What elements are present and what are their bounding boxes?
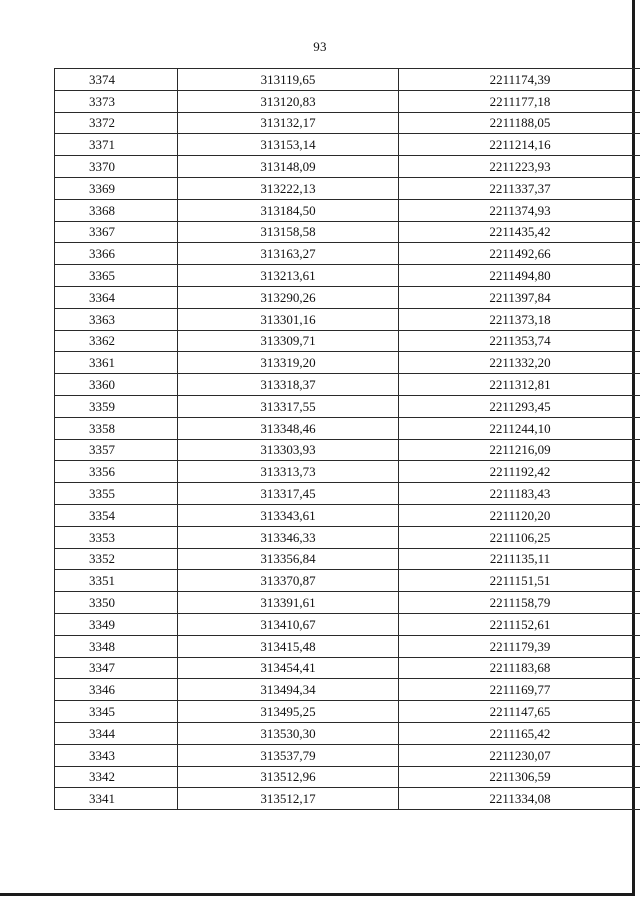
table-row — [55, 701, 640, 723]
y-coordinate-cell — [399, 374, 640, 396]
x-coordinate-cell — [178, 592, 399, 614]
y-coordinate-cell — [399, 526, 640, 548]
x-coordinate-cell — [178, 722, 399, 744]
table-row — [55, 504, 640, 526]
y-coordinate-cell — [399, 134, 640, 156]
y-coordinate-cell — [399, 635, 640, 657]
y-coordinate-value: 2211188,05 — [489, 115, 551, 131]
point-number-value: 3364 — [89, 289, 115, 305]
x-coordinate-cell — [178, 504, 399, 526]
point-number-value: 3361 — [89, 355, 115, 371]
x-coordinate-value: 313132,17 — [260, 115, 316, 131]
point-number-value: 3350 — [89, 595, 115, 611]
x-coordinate-value: 313318,37 — [260, 377, 316, 393]
y-coordinate-value: 2211177,18 — [489, 93, 551, 109]
y-coordinate-value: 2211337,37 — [489, 180, 551, 196]
x-coordinate-value: 313356,84 — [260, 551, 316, 567]
y-coordinate-value: 2211306,59 — [489, 769, 551, 785]
x-coordinate-value: 313313,73 — [260, 464, 316, 480]
x-coordinate-cell — [178, 548, 399, 570]
x-coordinate-cell — [178, 679, 399, 701]
x-coordinate-cell — [178, 112, 399, 134]
y-coordinate-cell — [399, 548, 640, 570]
point-number-value: 3352 — [89, 551, 115, 567]
y-coordinate-value: 2211106,25 — [489, 529, 551, 545]
table-row — [55, 679, 640, 701]
x-coordinate-value: 313512,96 — [260, 769, 316, 785]
point-number-cell — [55, 701, 178, 723]
x-coordinate-value: 313454,41 — [260, 660, 316, 676]
table-row — [55, 90, 640, 112]
x-coordinate-cell — [178, 395, 399, 417]
x-coordinate-value: 313370,87 — [260, 573, 316, 589]
table-row — [55, 374, 640, 396]
x-coordinate-value: 313415,48 — [260, 638, 316, 654]
point-number-cell — [55, 69, 178, 91]
point-number-cell — [55, 548, 178, 570]
y-coordinate-value: 2211120,20 — [489, 507, 551, 523]
x-coordinate-cell — [178, 134, 399, 156]
x-coordinate-value: 313163,27 — [260, 246, 316, 262]
table-row — [55, 134, 640, 156]
y-coordinate-value: 2211152,61 — [489, 616, 551, 632]
y-coordinate-cell — [399, 308, 640, 330]
table-row — [55, 766, 640, 788]
y-coordinate-value: 2211179,39 — [489, 638, 551, 654]
point-number-cell — [55, 395, 178, 417]
y-coordinate-cell — [399, 221, 640, 243]
table-row — [55, 613, 640, 635]
table-row — [55, 330, 640, 352]
table-row — [55, 352, 640, 374]
table-row — [55, 744, 640, 766]
y-coordinate-value: 2211183,43 — [489, 486, 551, 502]
x-coordinate-value: 313303,93 — [260, 442, 316, 458]
y-coordinate-cell — [399, 112, 640, 134]
y-coordinate-value: 2211183,68 — [489, 660, 551, 676]
point-number-cell — [55, 177, 178, 199]
y-coordinate-cell — [399, 265, 640, 287]
y-coordinate-cell — [399, 483, 640, 505]
y-coordinate-value: 2211353,74 — [489, 333, 551, 349]
y-coordinate-value: 2211244,10 — [489, 420, 551, 436]
point-number-value: 3357 — [89, 442, 115, 458]
x-coordinate-cell — [178, 243, 399, 265]
point-number-cell — [55, 722, 178, 744]
y-coordinate-value: 2211492,66 — [489, 246, 551, 262]
point-number-value: 3343 — [89, 747, 115, 763]
point-number-cell — [55, 788, 178, 810]
y-coordinate-cell — [399, 69, 640, 91]
point-number-cell — [55, 461, 178, 483]
y-coordinate-cell — [399, 439, 640, 461]
y-coordinate-cell — [399, 657, 640, 679]
y-coordinate-cell — [399, 90, 640, 112]
x-coordinate-cell — [178, 635, 399, 657]
point-number-cell — [55, 766, 178, 788]
table-row — [55, 395, 640, 417]
x-coordinate-value: 313309,71 — [260, 333, 316, 349]
table-row — [55, 177, 640, 199]
point-number-value: 3368 — [89, 202, 115, 218]
y-coordinate-value: 2211216,09 — [489, 442, 551, 458]
y-coordinate-cell — [399, 199, 640, 221]
y-coordinate-value: 2211165,42 — [489, 725, 551, 741]
x-coordinate-value: 313317,55 — [260, 398, 316, 414]
y-coordinate-cell — [399, 177, 640, 199]
point-number-value: 3362 — [89, 333, 115, 349]
point-number-cell — [55, 265, 178, 287]
table-row — [55, 592, 640, 614]
point-number-value: 3371 — [89, 137, 115, 153]
table-row — [55, 548, 640, 570]
point-number-cell — [55, 156, 178, 178]
x-coordinate-cell — [178, 221, 399, 243]
point-number-cell — [55, 352, 178, 374]
table-row — [55, 635, 640, 657]
y-coordinate-cell — [399, 788, 640, 810]
x-coordinate-value: 313494,34 — [260, 682, 316, 698]
point-number-value: 3344 — [89, 725, 115, 741]
point-number-cell — [55, 570, 178, 592]
table-row — [55, 439, 640, 461]
point-number-cell — [55, 374, 178, 396]
point-number-value: 3369 — [89, 180, 115, 196]
x-coordinate-value: 313158,58 — [260, 224, 316, 240]
x-coordinate-cell — [178, 766, 399, 788]
y-coordinate-cell — [399, 352, 640, 374]
y-coordinate-value: 2211397,84 — [489, 289, 551, 305]
x-coordinate-value: 313119,65 — [260, 71, 316, 87]
y-coordinate-cell — [399, 417, 640, 439]
point-number-cell — [55, 90, 178, 112]
point-number-value: 3354 — [89, 507, 115, 523]
point-number-value: 3356 — [89, 464, 115, 480]
point-number-cell — [55, 679, 178, 701]
table-row — [55, 788, 640, 810]
x-coordinate-value: 313120,83 — [260, 93, 316, 109]
x-coordinate-cell — [178, 286, 399, 308]
y-coordinate-cell — [399, 744, 640, 766]
y-coordinate-cell — [399, 570, 640, 592]
y-coordinate-value: 2211147,65 — [489, 704, 551, 719]
point-number-value: 3346 — [89, 682, 115, 698]
point-number-value: 3367 — [89, 224, 115, 240]
y-coordinate-value: 2211293,45 — [489, 398, 551, 414]
y-coordinate-cell — [399, 156, 640, 178]
point-number-value: 3345 — [89, 704, 115, 719]
y-coordinate-value: 2211223,93 — [489, 159, 551, 175]
y-coordinate-value: 2211151,51 — [489, 573, 551, 589]
y-coordinate-cell — [399, 679, 640, 701]
y-coordinate-value: 2211192,42 — [489, 464, 551, 480]
point-number-cell — [55, 613, 178, 635]
y-coordinate-value: 2211332,20 — [489, 355, 551, 371]
table-row — [55, 657, 640, 679]
x-coordinate-cell — [178, 526, 399, 548]
y-coordinate-cell — [399, 701, 640, 723]
point-number-value: 3373 — [89, 93, 115, 109]
y-coordinate-value: 2211312,81 — [489, 377, 551, 393]
y-coordinate-value: 2211169,77 — [489, 682, 551, 698]
y-coordinate-value: 2211334,08 — [489, 791, 551, 807]
x-coordinate-cell — [178, 330, 399, 352]
point-number-value: 3360 — [89, 377, 115, 393]
x-coordinate-value: 313222,13 — [260, 180, 316, 196]
point-number-cell — [55, 526, 178, 548]
table-row — [55, 221, 640, 243]
table-row — [55, 417, 640, 439]
point-number-value: 3365 — [89, 268, 115, 284]
y-coordinate-value: 2211135,11 — [489, 551, 551, 567]
y-coordinate-value: 2211174,39 — [489, 71, 551, 87]
point-number-value: 3372 — [89, 115, 115, 131]
point-number-value: 3359 — [89, 398, 115, 414]
table-row — [55, 243, 640, 265]
y-coordinate-value: 2211374,93 — [489, 202, 551, 218]
point-number-cell — [55, 657, 178, 679]
x-coordinate-cell — [178, 417, 399, 439]
point-number-cell — [55, 635, 178, 657]
point-number-cell — [55, 221, 178, 243]
table-row — [55, 461, 640, 483]
point-number-value: 3341 — [89, 791, 115, 807]
y-coordinate-value: 2211494,80 — [489, 268, 551, 284]
y-coordinate-value: 2211158,79 — [489, 595, 551, 611]
table-row — [55, 308, 640, 330]
x-coordinate-cell — [178, 90, 399, 112]
page-number: 93 — [313, 39, 327, 54]
table-row — [55, 265, 640, 287]
x-coordinate-cell — [178, 744, 399, 766]
x-coordinate-value: 313512,17 — [260, 791, 316, 807]
y-coordinate-cell — [399, 286, 640, 308]
coordinate-table-body — [55, 69, 640, 810]
y-coordinate-cell — [399, 461, 640, 483]
x-coordinate-value: 313410,67 — [260, 616, 316, 632]
table-row — [55, 286, 640, 308]
point-number-value: 3349 — [89, 616, 115, 632]
y-coordinate-value: 2211435,42 — [489, 224, 551, 240]
x-coordinate-cell — [178, 788, 399, 810]
x-coordinate-cell — [178, 308, 399, 330]
point-number-cell — [55, 286, 178, 308]
x-coordinate-cell — [178, 439, 399, 461]
y-coordinate-value: 2211373,18 — [489, 311, 551, 327]
x-coordinate-cell — [178, 156, 399, 178]
x-coordinate-value: 313301,16 — [260, 311, 316, 327]
x-coordinate-value: 313319,20 — [260, 355, 316, 371]
x-coordinate-cell — [178, 570, 399, 592]
y-coordinate-cell — [399, 395, 640, 417]
point-number-value: 3353 — [89, 529, 115, 545]
x-coordinate-cell — [178, 701, 399, 723]
x-coordinate-cell — [178, 461, 399, 483]
point-number-cell — [55, 439, 178, 461]
point-number-value: 3370 — [89, 159, 115, 175]
x-coordinate-value: 313346,33 — [260, 529, 316, 545]
point-number-cell — [55, 744, 178, 766]
point-number-value: 3374 — [89, 71, 115, 87]
x-coordinate-cell — [178, 69, 399, 91]
y-coordinate-cell — [399, 504, 640, 526]
point-number-value: 3351 — [89, 573, 115, 589]
point-number-cell — [55, 417, 178, 439]
point-number-value: 3366 — [89, 246, 115, 262]
coordinate-table — [54, 68, 640, 810]
x-coordinate-cell — [178, 483, 399, 505]
point-number-cell — [55, 483, 178, 505]
x-coordinate-cell — [178, 352, 399, 374]
x-coordinate-value: 313290,26 — [260, 289, 316, 305]
y-coordinate-value: 2211230,07 — [489, 747, 551, 763]
x-coordinate-value: 313148,09 — [260, 159, 316, 175]
point-number-value: 3348 — [89, 638, 115, 654]
table-row — [55, 570, 640, 592]
x-coordinate-value: 313184,50 — [260, 202, 316, 218]
y-coordinate-cell — [399, 766, 640, 788]
x-coordinate-value: 313317,45 — [260, 486, 316, 502]
x-coordinate-cell — [178, 657, 399, 679]
x-coordinate-value: 313343,61 — [260, 507, 316, 523]
y-coordinate-cell — [399, 722, 640, 744]
table-row — [55, 483, 640, 505]
x-coordinate-value: 313391,61 — [260, 595, 316, 611]
y-coordinate-cell — [399, 613, 640, 635]
y-coordinate-cell — [399, 592, 640, 614]
x-coordinate-cell — [178, 177, 399, 199]
table-row — [55, 199, 640, 221]
point-number-value: 3358 — [89, 420, 115, 436]
y-coordinate-cell — [399, 243, 640, 265]
point-number-cell — [55, 330, 178, 352]
x-coordinate-cell — [178, 374, 399, 396]
point-number-cell — [55, 199, 178, 221]
x-coordinate-value: 313537,79 — [260, 747, 316, 763]
point-number-cell — [55, 308, 178, 330]
point-number-cell — [55, 504, 178, 526]
table-row — [55, 156, 640, 178]
point-number-cell — [55, 243, 178, 265]
table-row — [55, 722, 640, 744]
point-number-value: 3342 — [89, 769, 115, 785]
point-number-cell — [55, 134, 178, 156]
x-coordinate-value: 313530,30 — [260, 725, 316, 741]
x-coordinate-cell — [178, 265, 399, 287]
table-row — [55, 112, 640, 134]
point-number-value: 3347 — [89, 660, 115, 676]
y-coordinate-cell — [399, 330, 640, 352]
point-number-cell — [55, 592, 178, 614]
x-coordinate-value: 313495,25 — [260, 704, 316, 719]
table-row — [55, 69, 640, 91]
x-coordinate-cell — [178, 613, 399, 635]
y-coordinate-value: 2211214,16 — [489, 137, 551, 153]
x-coordinate-value: 313153,14 — [260, 137, 316, 153]
point-number-value: 3363 — [89, 311, 115, 327]
point-number-cell — [55, 112, 178, 134]
table-row — [55, 526, 640, 548]
x-coordinate-value: 313348,46 — [260, 420, 316, 436]
x-coordinate-value: 313213,61 — [260, 268, 316, 284]
x-coordinate-cell — [178, 199, 399, 221]
point-number-value: 3355 — [89, 486, 115, 502]
